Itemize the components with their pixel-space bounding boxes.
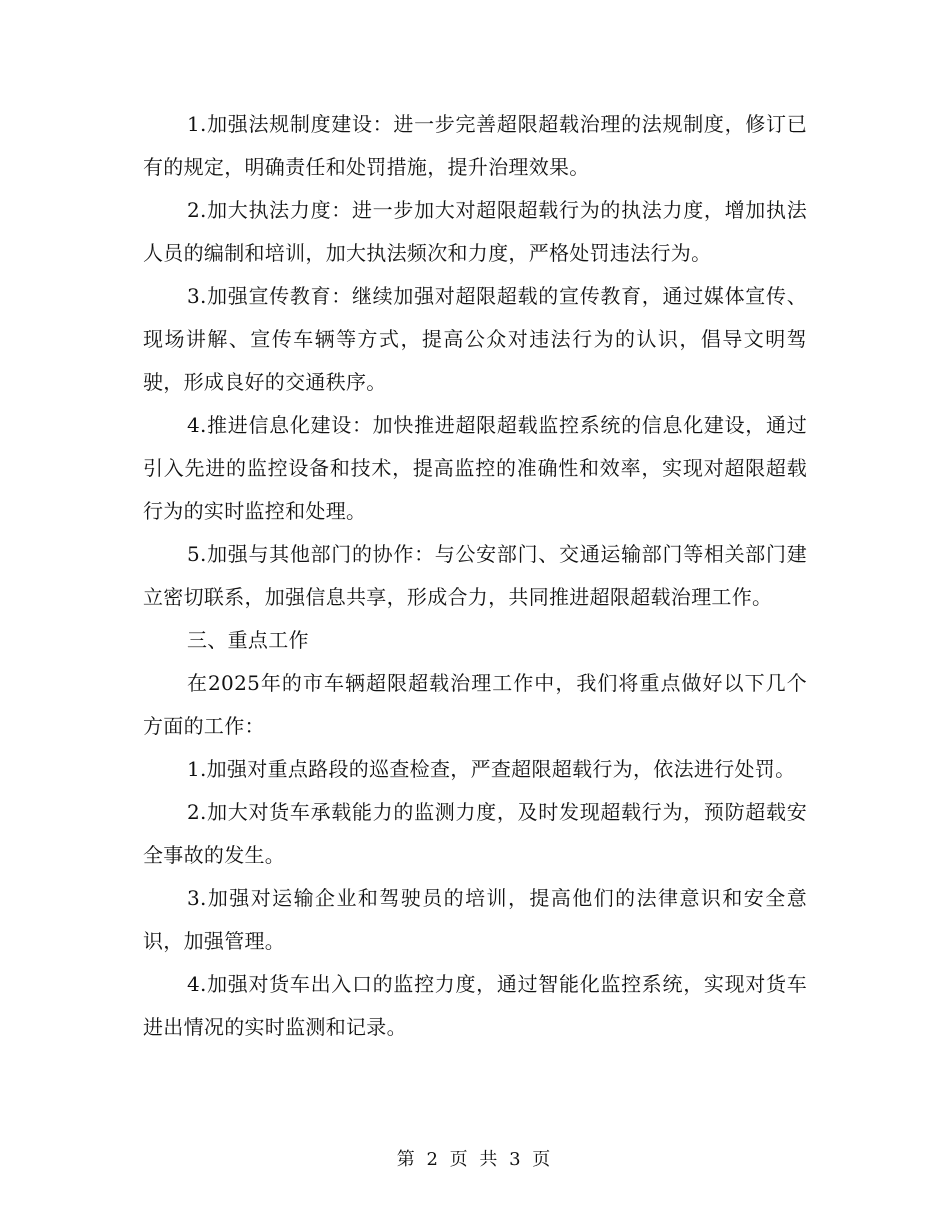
document-body	[143, 103, 807, 1049]
paragraph-informatization: 4.推进信息化建设：加快推进超限超载监控系统的信息化建设，通过引入先进的监控设备和技术，提高监控的准确性和效率，实现对超限超载行为的实时监控和处理。	[143, 413, 807, 523]
paragraph-key-work-4: 4.加强对货车出入口的监控力度，通过智能化监控系统，实现对货车进出情况的实时监测和记录。	[143, 972, 807, 1039]
paragraph-regulation: 1.加强法规制度建设：进一步完善超限超载治理的法规制度，修订已有的规定，明确责任和处罚措施，提升治理效果。	[143, 112, 807, 179]
paragraph-key-work-1: 1.加强对重点路段的巡查检查，严查超限超载行为，依法进行处罚。	[187, 757, 796, 781]
page-footer: 第 2 页 共 3 页	[396, 1149, 554, 1170]
section-heading: 三、重点工作	[187, 628, 309, 652]
paragraph-intro: 在2025年的市车辆超限超载治理工作中，我们将重点做好以下几个方面的工作：	[143, 671, 807, 738]
paragraph-key-work-2: 2.加大对货车承载能力的监测力度，及时发现超载行为，预防超载安全事故的发生。	[143, 800, 807, 867]
paragraph-enforcement: 2.加大执法力度：进一步加大对超限超载行为的执法力度，增加执法人员的编制和培训，加大执法频次和力度，严格处罚违法行为。	[143, 198, 807, 265]
paragraph-cooperation: 5.加强与其他部门的协作：与公安部门、交通运输部门等相关部门建立密切联系，加强信息共享，形成合力，共同推进超限超载治理工作。	[143, 542, 807, 609]
paragraph-publicity: 3.加强宣传教育：继续加强对超限超载的宣传教育，通过媒体宣传、现场讲解、宣传车辆等方式，提高公众对违法行为的认识，倡导文明驾驶，形成良好的交通秩序。	[143, 284, 807, 394]
paragraph-key-work-3: 3.加强对运输企业和驾驶员的培训，提高他们的法律意识和安全意识，加强管理。	[143, 886, 807, 953]
